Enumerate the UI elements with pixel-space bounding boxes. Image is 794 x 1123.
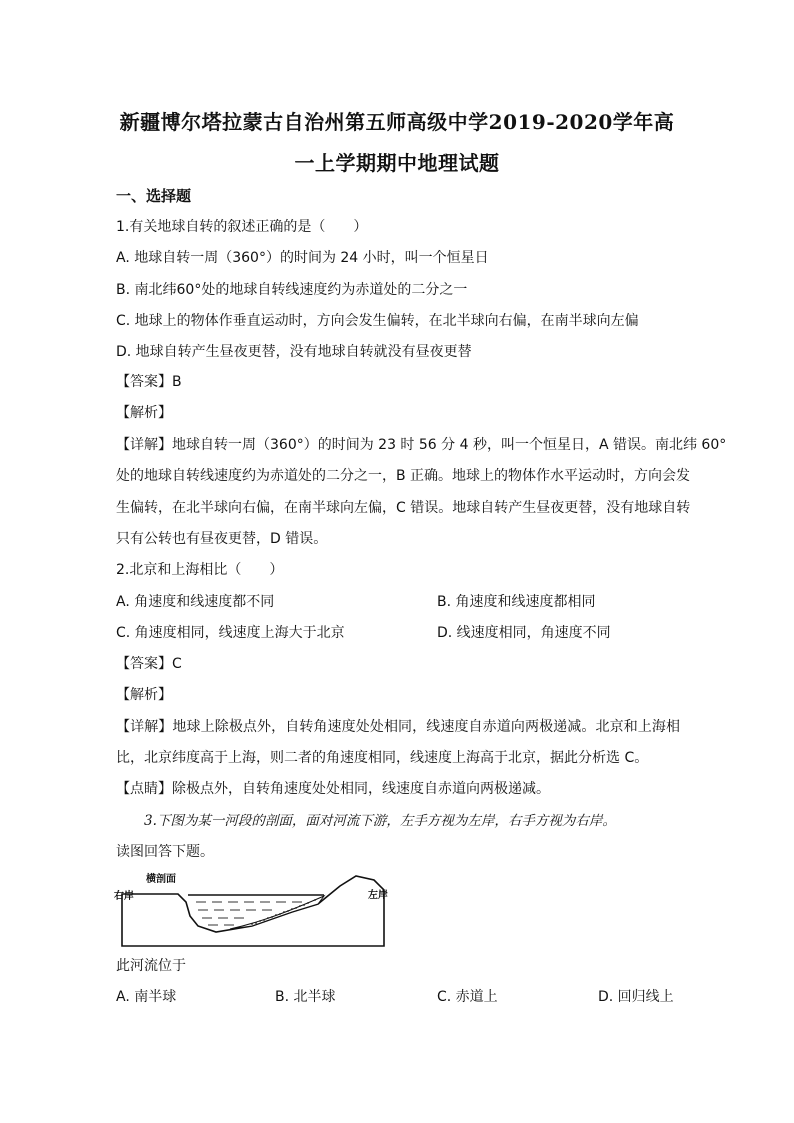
q1-stem: 1.有关地球自转的叙述正确的是（ ） [116, 219, 368, 235]
section-heading: 一、选择题 [116, 187, 192, 205]
river-cross-section-figure [112, 866, 396, 952]
q1-option-a: A. 地球自转一周（360°）的时间为 24 小时，叫一个恒星日 [116, 250, 489, 266]
q2-option-c: C. 角速度相同，线速度上海大于北京 [116, 625, 345, 641]
q2-detail-line-1: 【详解】地球上除极点外，自转角速度处处相同，线速度自赤道向两极递减。北京和上海相 [116, 719, 680, 735]
document-title-line-2: 一上学期期中地理试题 [294, 151, 500, 175]
q1-analysis-label: 【解析】 [116, 405, 172, 421]
q3-intro: 3.下图为某一河段的剖面，面对河流下游，左手方视为左岸，右手方视为右岸。 [144, 813, 616, 829]
q1-answer: 【答案】B [116, 374, 182, 390]
document-title-line-1: 新疆博尔塔拉蒙古自治州第五师高级中学2019-2020学年高 [119, 110, 675, 134]
q1-detail-line-2: 处的地球自转线速度约为赤道处的二分之一，B 正确。地球上的物体作水平运动时，方向会发 [116, 468, 691, 484]
q1-option-c: C. 地球上的物体作垂直运动时，方向会发生偏转，在北半球向右偏，在南半球向左偏 [116, 313, 639, 329]
q2-option-b: B. 角速度和线速度都相同 [437, 594, 596, 610]
q3-option-b: B. 北半球 [275, 989, 336, 1005]
q2-option-a: A. 角速度和线速度都不同 [116, 594, 275, 610]
q3-read-instruction: 读图回答下题。 [116, 844, 214, 860]
river-bank-outline [122, 876, 384, 946]
q1-option-d: D. 地球自转产生昼夜更替，没有地球自转就没有昼夜更替 [116, 344, 472, 360]
q1-detail-line-4: 只有公转也有昼夜更替，D 错误。 [116, 531, 328, 547]
q2-detail-line-2: 比，北京纬度高于上海，则二者的角速度相同，线速度上海高于北京，据此分析选 C。 [116, 750, 649, 766]
q2-option-d: D. 线速度相同，角速度不同 [437, 625, 611, 641]
q3-option-d: D. 回归线上 [598, 989, 674, 1005]
q3-stem: 此河流位于 [116, 958, 186, 974]
q2-analysis-label: 【解析】 [116, 687, 172, 703]
q2-tip: 【点睛】除极点外，自转角速度处处相同，线速度自赤道向两极递减。 [116, 781, 550, 797]
label-cross-section: 横剖面 [146, 874, 176, 885]
q1-detail-line-1: 【详解】地球自转一周（360°）的时间为 23 时 56 分 4 秒，叫一个恒星日，A 错误。南北纬 60° [116, 437, 727, 453]
label-left-bank: 左岸 [368, 890, 388, 901]
q1-detail-line-3: 生偏转，在北半球向右偏，在南半球向左偏，C 错误。地球自转产生昼夜更替，没有地球自转 [116, 500, 691, 516]
q3-option-a: A. 南半球 [116, 989, 177, 1005]
q2-answer: 【答案】C [116, 656, 182, 672]
label-right-bank: 右岸 [114, 891, 134, 902]
q3-option-c: C. 赤道上 [437, 989, 498, 1005]
q1-option-b: B. 南北纬60°处的地球自转线速度约为赤道处的二分之一 [116, 282, 468, 298]
q2-stem: 2.北京和上海相比（ ） [116, 562, 284, 578]
